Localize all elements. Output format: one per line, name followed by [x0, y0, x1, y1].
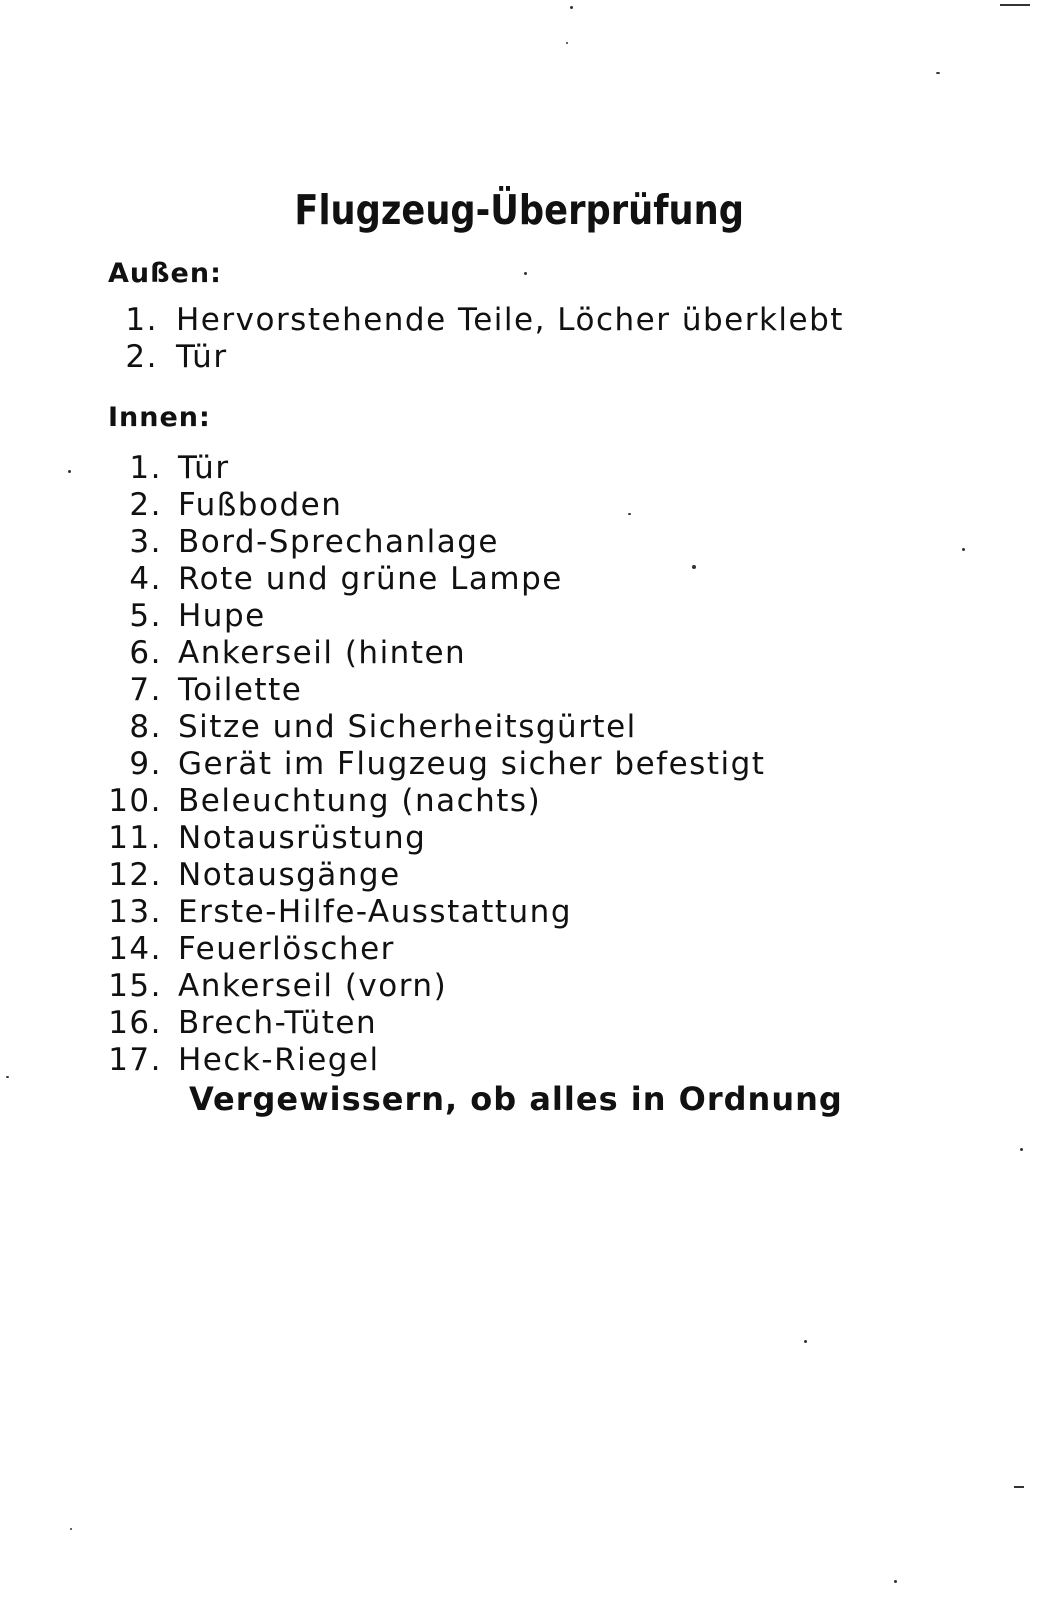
list-item: [108, 450, 765, 487]
item-number: 2.: [125, 339, 158, 375]
scan-speck: [70, 1528, 72, 1530]
scan-speck: [6, 1076, 9, 1078]
list-item: [108, 820, 765, 857]
scan-speck: [524, 272, 527, 275]
scan-speck: [68, 470, 71, 473]
scan-speck: [628, 513, 631, 515]
item-text: Rote und grüne Lampe: [178, 561, 563, 597]
item-number: 10.: [108, 783, 162, 819]
scan-speck: [692, 565, 696, 569]
item-number: 1.: [129, 450, 162, 486]
item-number: 5.: [129, 598, 162, 634]
list-item: [108, 746, 765, 783]
item-text: Tür: [176, 339, 228, 375]
list-item: [108, 598, 765, 635]
list-item: [108, 524, 765, 561]
item-number: 12.: [108, 857, 162, 893]
section-heading-outside: Außen:: [108, 258, 222, 289]
list-item: [108, 302, 844, 339]
item-text: Notausrüstung: [178, 820, 427, 856]
scan-speck: [1000, 4, 1030, 6]
list-item: [108, 709, 765, 746]
item-text: Feuerlöscher: [178, 931, 395, 967]
item-number: 17.: [108, 1042, 162, 1078]
list-item: [108, 561, 765, 598]
list-item: [108, 487, 765, 524]
item-text: Sitze und Sicherheitsgürtel: [178, 709, 637, 745]
scan-speck: [566, 42, 568, 44]
item-text: Erste-Hilfe-Ausstattung: [178, 894, 573, 930]
scan-speck: [804, 1340, 807, 1343]
item-text: Gerät im Flugzeug sicher befestigt: [178, 746, 766, 782]
item-text: Hupe: [178, 598, 266, 634]
item-text: Tür: [178, 450, 230, 486]
list-item: [108, 1042, 765, 1079]
item-text: Bord-Sprechanlage: [178, 524, 499, 560]
list-item: [108, 672, 765, 709]
list-item: [108, 931, 765, 968]
item-text: Ankerseil (hinten: [178, 635, 467, 671]
list-item: [108, 1005, 765, 1042]
item-number: 4.: [129, 561, 162, 597]
item-number: 1.: [125, 302, 158, 338]
list-item: [108, 968, 765, 1005]
item-number: 15.: [108, 968, 162, 1004]
page-title: Flugzeug-Überprüfung: [294, 186, 744, 234]
item-number: 2.: [129, 487, 162, 523]
item-number: 3.: [129, 524, 162, 560]
section-heading-inside: Innen:: [108, 402, 211, 433]
item-text: Fußboden: [178, 487, 343, 523]
list-item: [108, 857, 765, 894]
item-number: 14.: [108, 931, 162, 967]
scan-speck: [1020, 1148, 1023, 1151]
item-text: Toilette: [178, 672, 303, 708]
item-text: Notausgänge: [178, 857, 401, 893]
list-item: [108, 635, 765, 672]
list-item: [108, 339, 844, 376]
scan-speck: [570, 6, 573, 9]
item-number: 7.: [129, 672, 162, 708]
scan-speck: [936, 72, 940, 74]
item-number: 11.: [108, 820, 162, 856]
item-number: 16.: [108, 1005, 162, 1041]
outside-checklist: [108, 302, 844, 376]
closing-note: Vergewissern, ob alles in Ordnung: [189, 1080, 843, 1118]
inside-checklist: [108, 450, 765, 1079]
item-text: Beleuchtung (nachts): [178, 783, 542, 819]
list-item: [108, 783, 765, 820]
scan-speck: [1014, 1486, 1024, 1488]
scan-speck: [894, 1580, 897, 1583]
item-number: 8.: [129, 709, 162, 745]
item-text: Brech-Tüten: [178, 1005, 378, 1041]
item-text: Heck-Riegel: [178, 1042, 380, 1078]
item-number: 9.: [129, 746, 162, 782]
item-text: Ankerseil (vorn): [178, 968, 448, 1004]
list-item: [108, 894, 765, 931]
scan-speck: [962, 548, 965, 551]
item-number: 13.: [108, 894, 162, 930]
item-text: Hervorstehende Teile, Löcher überklebt: [176, 302, 844, 338]
item-number: 6.: [129, 635, 162, 671]
